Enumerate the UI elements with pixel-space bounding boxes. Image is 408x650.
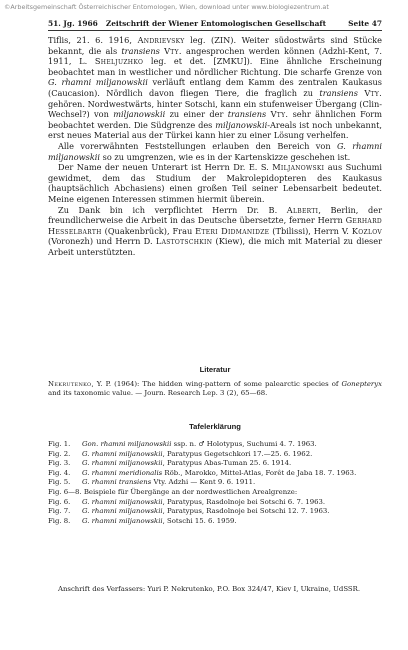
text-span: , Berlin, der freundlicherweise die Arbeit in das Deutsche übersetzte, ferner Herrn (48, 204, 382, 226)
figures-heading: Tafelerklärung (189, 422, 241, 431)
taxon-name: G. rhamni miljanowskii (48, 140, 382, 162)
figure-caption (48, 450, 382, 460)
taxon-name: Gonepteryx (341, 380, 382, 388)
text-span: (Voronezh) und Herrn D. (48, 236, 156, 247)
page-number: Seite 47 (348, 19, 382, 28)
taxon-name: Gon. rhamni miljanowskii (82, 440, 172, 448)
text-span: so zu umgrenzen, wie es in der Kartenskizze geschehen ist. (100, 151, 351, 162)
header-rule (48, 30, 382, 31)
taxon-name: G. rhamni miljanowskii (82, 459, 163, 468)
person-name: Gerhard Hesselbarth (48, 215, 382, 236)
caption-text: , Sotschi 15. 6. 1959. (162, 516, 237, 525)
person-name: Miljanowski (272, 162, 325, 173)
taxon-name: G. rhamni meridionalis (82, 468, 163, 477)
text-span: (Tbilissi), Herrn V. (269, 225, 352, 236)
text-span: leg. (ZIN). Weiter südostwärts sind Stücke bekannt, die als (48, 35, 382, 56)
journal-title: Zeitschrift der Wiener Entomologischen Gesellschaft (105, 19, 326, 28)
figure-label: Fig. 7. (48, 507, 71, 516)
figure-caption (48, 440, 382, 450)
author-abbrev: Vty. (164, 45, 182, 56)
taxon-name: G. rhamni miljanowskii (82, 507, 163, 516)
person-name: Eteri Didmanidze (195, 225, 270, 236)
paragraph-3 (48, 162, 382, 204)
text-span: verläuft entlang dem Kamm des zentralen Kaukasus (Caucasion). Nördlich davon fliegen Tiere, die fraglich zu (48, 77, 383, 98)
text-span: aus Suchumi gewidmet, dem das Studium der Makrolepidopteren des Kaukasus (hauptsächlich Abchasiens) einen großen Teil seiner Lebensarbeit bedeutet. Meine eigenen Interessen stimmen hiermit überein. (48, 162, 382, 204)
figure-caption (48, 478, 382, 488)
caption-text: , Paratypus, Rasdolnoje bei Sotschi 12. 7. 1963. (162, 507, 330, 516)
text-span: angesprochen werden können (Adzhi-Kent, 7. 1911, L. (48, 45, 382, 67)
caption-text: , Paratypus, Rasdolnoje bei Sotschi 6. 7. 1963. (162, 497, 326, 506)
taxon-name: miljanowskii (113, 109, 166, 120)
taxon-name: miljanowskii (215, 119, 268, 130)
author-abbrev: Vty. (270, 109, 289, 120)
taxon-name: G. rhamni transiens (82, 478, 152, 487)
figure-label: Fig. 1. (48, 440, 71, 448)
figure-group-caption: Fig. 6—8. Beispiele für Übergänge an der nordwestlichen Arealgrenze: (48, 487, 298, 496)
text-span: and its taxonomic value. — Journ. Research Lep. 3 (2), 65—68. (48, 388, 268, 397)
taxon-name: G. rhamni miljanowskii (82, 497, 163, 506)
caption-text: Vty. Adzhi — Kent 9. 6. 1911. (151, 478, 256, 487)
taxon-name: G. rhamni miljanowskii (82, 516, 163, 525)
figure-caption (48, 459, 382, 469)
figure-caption (48, 507, 382, 517)
literature-heading: Literatur (199, 365, 231, 374)
paragraph-4 (48, 205, 382, 258)
figure-label: Fig. 2. (48, 449, 71, 458)
author-abbrev: Vty. (364, 87, 382, 98)
text-span: Alle vorerwähnten Feststellungen erlauben den Bereich von (58, 140, 338, 151)
text-span: leg. et det. [ZMKU]). Eine ähnliche Erscheinung beobachtet man in westlicher und nördlicher Richtung. Die scharfe Grenze von (48, 56, 382, 77)
volume-year: 51. Jg. 1966 (48, 19, 98, 28)
figure-label: Fig. 3. (48, 459, 71, 468)
person-name: Kozlov (351, 225, 382, 236)
figure-label: Fig. 5. (48, 478, 71, 487)
text-span: , Y. P. (1964): The hidden wing-pattern of some palearctic species of (91, 380, 342, 388)
author-name: Andrievsky (137, 35, 185, 45)
figure-caption (48, 469, 382, 479)
copyright-watermark: ©Arbeitsgemeinschaft Österreichischer Entomologen, Wien, download unter www.biologiezentrum.at (4, 3, 329, 11)
literature-entry (48, 380, 382, 398)
text-span: Tiflis, 21. 6. 1916, (48, 35, 138, 45)
person-name: Alberti (286, 204, 319, 215)
taxon-name: transiens (121, 45, 160, 56)
figure-label: Fig. 6. (48, 497, 71, 506)
caption-text: ssp. n. ♂ Holotypus, Suchumi 4. 7. 1963. (171, 440, 317, 448)
taxon-name: transiens (227, 109, 267, 120)
figure-label: Fig. 4. (48, 468, 71, 477)
taxon-name: G. rhamni miljanowskii (82, 449, 163, 458)
main-body-text (48, 35, 382, 257)
figure-caption (48, 498, 382, 508)
taxon-name: transiens (319, 87, 358, 98)
author-name: Sheljuzhko (94, 56, 144, 67)
person-name: Lastotschkin (155, 236, 213, 247)
figure-label: Fig. 8. (48, 516, 71, 525)
figure-caption (48, 517, 382, 527)
caption-text: , Paratypus Abas-Tuman 25. 6. 1914. (162, 459, 292, 468)
caption-text: Röb., Marokko, Mittel-Atlas, Forêt de Jaba 18. 7. 1963. (162, 468, 357, 477)
author-name: Nekrutenko (48, 380, 92, 388)
text-span: gehören. Nordwestwärts, hinter Sotschi, kann ein stufenweiser Übergang (Clin-Wechsel?) von (48, 98, 382, 120)
figure-list (48, 440, 382, 526)
text-span: sehr ähnlichen Form beobachtet werden. Die Südgrenze des (48, 109, 382, 130)
text-span: Der Name der neuen Unterart ist Herrn Dr. E. S. (58, 162, 273, 173)
text-span: Zu Dank bin ich verpflichtet Herrn Dr. B. (58, 204, 287, 215)
paragraph-2 (48, 141, 382, 162)
running-header (48, 19, 382, 28)
text-span: (Kiew), die mich mit Material zu dieser Arbeit unterstützten. (48, 236, 382, 257)
text-span: -Areals ist noch unbekannt, erst neues Material aus der Türkei kann hier zu einer Lösung verhelfen. (48, 119, 382, 141)
paragraph-1 (48, 35, 382, 141)
caption-text: , Paratypus Gegetschkori 17.—25. 6. 1962. (162, 449, 313, 458)
text-span: (Quakenbrück), Frau (101, 225, 196, 236)
author-address: Anschrift des Verfassers: Yuri P. Nekrutenko, P.O. Box 324/47, Kiev I, Ukraine, UdSSR. (58, 585, 361, 593)
text-span: zu einer der (165, 109, 228, 120)
taxon-name: G. rhamni miljanowskii (48, 77, 148, 88)
